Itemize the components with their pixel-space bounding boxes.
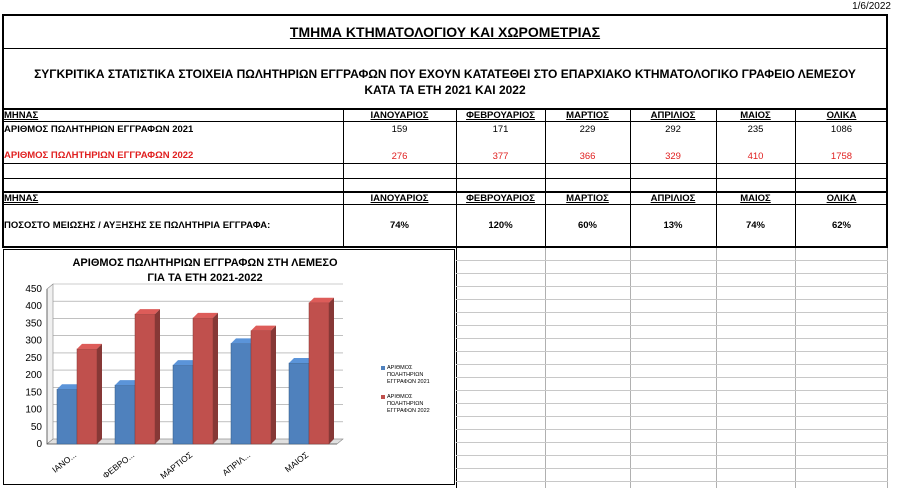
table1-col-jan: ΙΑΝΟΥΑΡΙΟΣ <box>370 110 429 121</box>
grid-row <box>456 338 888 339</box>
grid-row <box>456 403 888 404</box>
chart-legend <box>381 365 451 415</box>
bar-side <box>213 313 218 444</box>
y-tick-label: 250 <box>25 352 42 364</box>
table2-col-feb: ΦΕΒΡΟΥΑΡΙΟΣ <box>466 193 535 204</box>
x-tick-label: ΑΠΡΙΛ... <box>220 449 253 478</box>
grid-row <box>456 481 888 482</box>
rule-row <box>2 204 888 205</box>
bar-side <box>155 309 160 444</box>
x-tick-label: ΜΑΙΟΣ <box>282 449 311 475</box>
grid-row <box>456 390 888 391</box>
page-title: ΤΜΗΜΑ ΚΤΗΜΑΤΟΛΟΓΙΟΥ ΚΑΙ ΧΩΡΟΜΕΤΡΙΑΣ <box>289 24 601 40</box>
table2-header-label: ΜΗΝΑΣ <box>4 193 39 204</box>
bar-side <box>97 344 102 444</box>
table1-col-total: ΟΛΙΚΑ <box>826 110 857 121</box>
row-2021-total: 1086 <box>830 124 853 135</box>
legend-swatch-2021 <box>381 366 385 370</box>
grid-row <box>456 442 888 443</box>
grid-row <box>456 325 888 326</box>
bar-2021 <box>57 389 77 444</box>
grid-row <box>456 286 888 287</box>
page-subtitle <box>2 66 888 98</box>
table1-col-feb: ΦΕΒΡΟΥΑΡΙΟΣ <box>466 110 535 121</box>
table2-col-total: ΟΛΙΚΑ <box>826 193 857 204</box>
x-tick-label: ΦΕΒΡΟ... <box>100 449 137 481</box>
grid-col <box>795 248 796 488</box>
row-2022-label: ΑΡΙΘΜΟΣ ΠΩΛΗΤΗΡΙΩΝ ΕΓΓΡΑΦΩΝ 2022 <box>4 150 194 161</box>
y-tick-label: 400 <box>25 301 42 313</box>
grid-row <box>456 299 888 300</box>
table1-col-mar: ΜΑΡΤΙΟΣ <box>566 110 609 121</box>
row-2022-feb: 377 <box>492 151 509 162</box>
grid-col <box>545 248 546 488</box>
bar-2022 <box>309 303 329 444</box>
legend-2022-line-3: ΕΓΓΡΑΦΩΝ 2022 <box>387 408 430 414</box>
bar-side <box>329 298 334 444</box>
bar-2022 <box>193 318 213 444</box>
subtitle-line-1: ΣΥΓΚΡΙΤΙΚΑ ΣΤΑΤΙΣΤΙΚΑ ΣΤΟΙΧΕΙΑ ΠΩΛΗΤΗΡΙΩΝ ΕΓΓΡΑΦΩΝ ΠΟΥ ΕΧΟΥΝ ΚΑΤΑΤΕΘΕΙ ΣΤΟ ΕΠΑΡΧΙΑΚΟ ΚΤΗΜΑΤΟΛΟΓΙΚΟ ΓΡΑΦΕΙΟ ΛΕΜΕΣΟΥ <box>34 67 856 81</box>
legend-item-2022 <box>381 394 451 415</box>
chart-title-line-1: ΑΡΙΘΜΟΣ ΠΩΛΗΤΗΡΙΩΝ ΕΓΓΡΑΦΩΝ ΣΤΗ ΛΕΜΕΣΟ <box>72 257 338 269</box>
y-tick-label: 300 <box>25 335 42 347</box>
row-2022-total: 1758 <box>830 151 853 162</box>
pct-may: 74% <box>745 220 765 231</box>
pct-mar: 60% <box>577 220 597 231</box>
grid-row <box>456 416 888 417</box>
grid-row <box>456 364 888 365</box>
row-2021-jan: 159 <box>391 124 408 135</box>
row-2022-may: 410 <box>747 151 764 162</box>
pct-total: 62% <box>831 220 851 231</box>
grid-row <box>456 351 888 352</box>
table2-col-may: ΜΑΙΟΣ <box>740 193 771 204</box>
grid-row <box>456 260 888 261</box>
pct-row-label: ΠΟΣΟΣΤΟ ΜΕΙΩΣΗΣ / ΑΥΞΗΣΗΣ ΣΕ ΠΩΛΗΤΗΡΙΑ ΕΓΓΡΑΦΑ: <box>4 220 271 231</box>
y-tick-label: 100 <box>25 404 42 416</box>
row-2022-jan: 276 <box>391 151 408 162</box>
chart-title-line-2: ΓΙΑ ΤΑ ΕΤΗ 2021-2022 <box>147 272 263 284</box>
grid-row <box>456 377 888 378</box>
y-tick-label: 0 <box>36 439 42 450</box>
rule-row <box>2 246 888 248</box>
bar-side <box>271 326 276 444</box>
bar-2021 <box>115 385 135 444</box>
table2-col-apr: ΑΠΡΙΛΙΟΣ <box>650 193 696 204</box>
row-2021-label: ΑΡΙΘΜΟΣ ΠΩΛΗΤΗΡΙΩΝ ΕΓΓΡΑΦΩΝ 2021 <box>4 124 194 135</box>
legend-swatch-2022 <box>381 395 385 399</box>
pct-jan: 74% <box>389 220 409 231</box>
bar-2022 <box>77 349 97 444</box>
rule-under-title <box>2 48 888 49</box>
row-2022-apr: 329 <box>665 151 681 162</box>
row-2021-feb: 171 <box>492 124 509 135</box>
rule-row <box>2 163 888 164</box>
legend-item-2021 <box>381 365 451 386</box>
grid-row <box>456 312 888 313</box>
rule-row <box>2 121 888 122</box>
report-date: 1/6/2022 <box>852 1 891 12</box>
grid-row <box>456 273 888 274</box>
grid-row <box>456 455 888 456</box>
x-tick-label: ΙΑΝΟ... <box>50 449 79 475</box>
bar-2022 <box>251 331 271 444</box>
legend-2022-line-2: ΠΩΛΗΤΗΡΙΩΝ <box>387 401 424 407</box>
grid-row <box>456 468 888 469</box>
x-tick-label: ΜΑΡΤΙΟΣ <box>158 449 195 481</box>
grid-row <box>456 429 888 430</box>
bar-2021 <box>289 363 309 444</box>
row-2021-apr: 292 <box>665 124 681 135</box>
table2-col-jan: ΙΑΝΟΥΑΡΙΟΣ <box>370 193 429 204</box>
y-tick-label: 150 <box>25 387 42 399</box>
table1-col-apr: ΑΠΡΙΛΙΟΣ <box>650 110 696 121</box>
pct-apr: 13% <box>663 220 683 231</box>
y-tick-label: 350 <box>25 318 42 330</box>
legend-2021-line-2: ΠΩΛΗΤΗΡΙΩΝ <box>387 372 424 378</box>
bar-2021 <box>173 365 193 444</box>
bar-2022 <box>135 314 155 444</box>
pct-feb: 120% <box>488 220 513 231</box>
y-tick-label: 200 <box>25 370 42 382</box>
table2-col-mar: ΜΑΡΤΙΟΣ <box>566 193 609 204</box>
legend-2022-line-1: ΑΡΙΘΜΟΣ <box>387 394 413 400</box>
grid-col <box>887 248 888 488</box>
row-2021-may: 235 <box>747 124 764 135</box>
chart-side-wall <box>47 284 53 444</box>
grid-col <box>630 248 631 488</box>
y-tick-label: 450 <box>25 284 42 295</box>
bar-2021 <box>231 343 251 444</box>
subtitle-line-2: ΚΑΤΑ ΤΑ ΕΤΗ 2021 ΚΑΙ 2022 <box>364 83 526 97</box>
y-tick-label: 50 <box>30 421 42 433</box>
row-2021-mar: 229 <box>579 124 596 135</box>
grid-col <box>716 248 717 488</box>
legend-2021-line-3: ΕΓΓΡΑΦΩΝ 2021 <box>387 379 430 385</box>
legend-2021-line-1: ΑΡΙΘΜΟΣ <box>387 365 413 371</box>
rule-row <box>2 178 888 179</box>
row-2022-mar: 366 <box>579 151 596 162</box>
table1-col-may: ΜΑΙΟΣ <box>740 110 771 121</box>
table1-header-label: ΜΗΝΑΣ <box>4 110 39 121</box>
